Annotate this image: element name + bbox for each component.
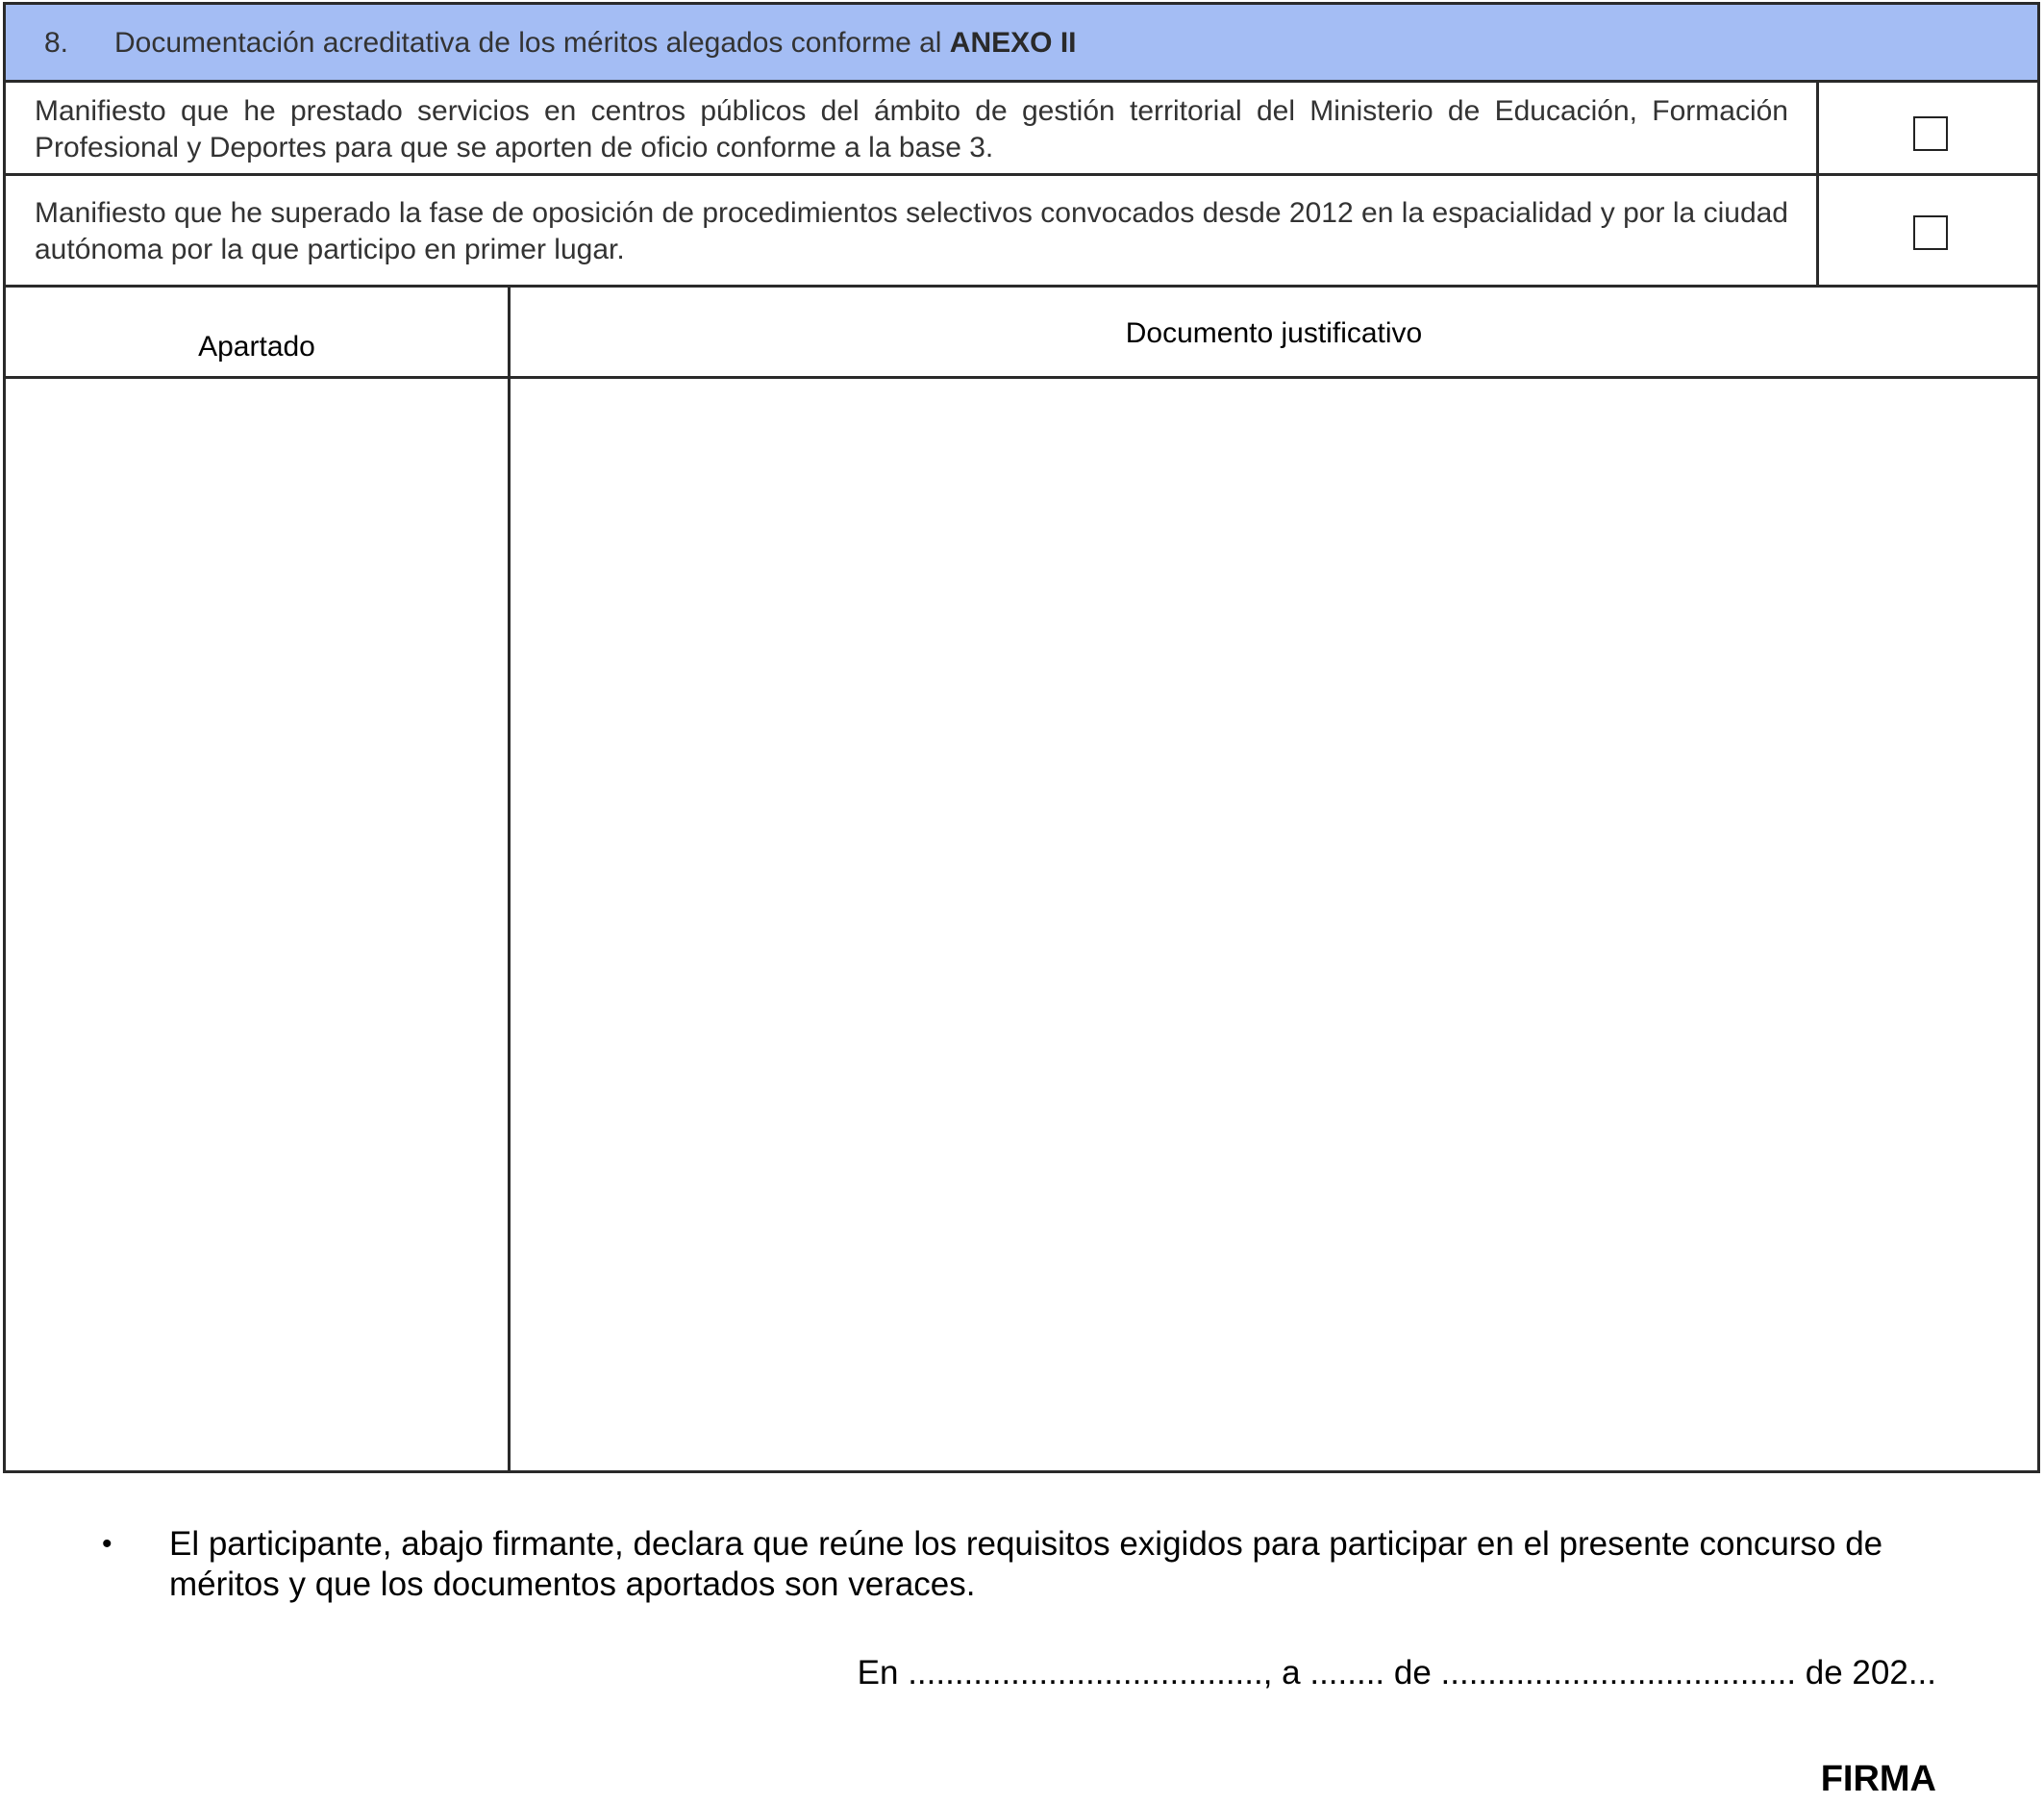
column-header-apartado: Apartado: [198, 331, 315, 363]
declaration-text: Manifiesto que he prestado servicios en centros públicos del ámbito de gestión territorial del Ministerio de Educación, Formación Profesional y Deportes para que se aporten de oficio conforme a la base 3.: [35, 95, 1788, 163]
section-title-text: Documentación acreditativa de los méritos alegados conforme al: [114, 27, 950, 59]
apartado-field[interactable]: [6, 379, 508, 1470]
documento-justificativo-field[interactable]: [511, 379, 2037, 1470]
public-service-checkbox[interactable]: [1913, 116, 1948, 151]
opposition-checkbox[interactable]: [1913, 215, 1948, 250]
declaration-statement: El participante, abajo firmante, declara que reúne los requisitos exigidos para participar en el presente concurso de méritos y que los documentos aportados son veraces.: [169, 1525, 1883, 1603]
column-divider: [1816, 83, 1819, 173]
declaration-text: Manifiesto que he superado la fase de oposición de procedimientos selectivos convocados desde 2012 en la espacialidad y por la ciudad autónoma por la que participo en primer lugar.: [35, 197, 1788, 265]
section-number: 8.: [44, 27, 69, 59]
declaration-row-opposition: [6, 176, 2037, 288]
section-header: [6, 5, 2037, 83]
place-date-line[interactable]: En ......................................, a ........ de ...................................... de 202...: [857, 1654, 1936, 1691]
signature-label: FIRMA: [1820, 1759, 1936, 1799]
column-divider: [1816, 176, 1819, 285]
merits-form: [3, 2, 2040, 1473]
section-title: [114, 27, 1077, 60]
documents-table-header: [6, 288, 2037, 379]
section-title-annex: ANEXO II: [949, 27, 1077, 59]
column-header-documento: Documento justificativo: [1125, 317, 1423, 349]
declaration-row-public-service: [6, 83, 2037, 176]
bullet-icon: •: [102, 1528, 112, 1560]
